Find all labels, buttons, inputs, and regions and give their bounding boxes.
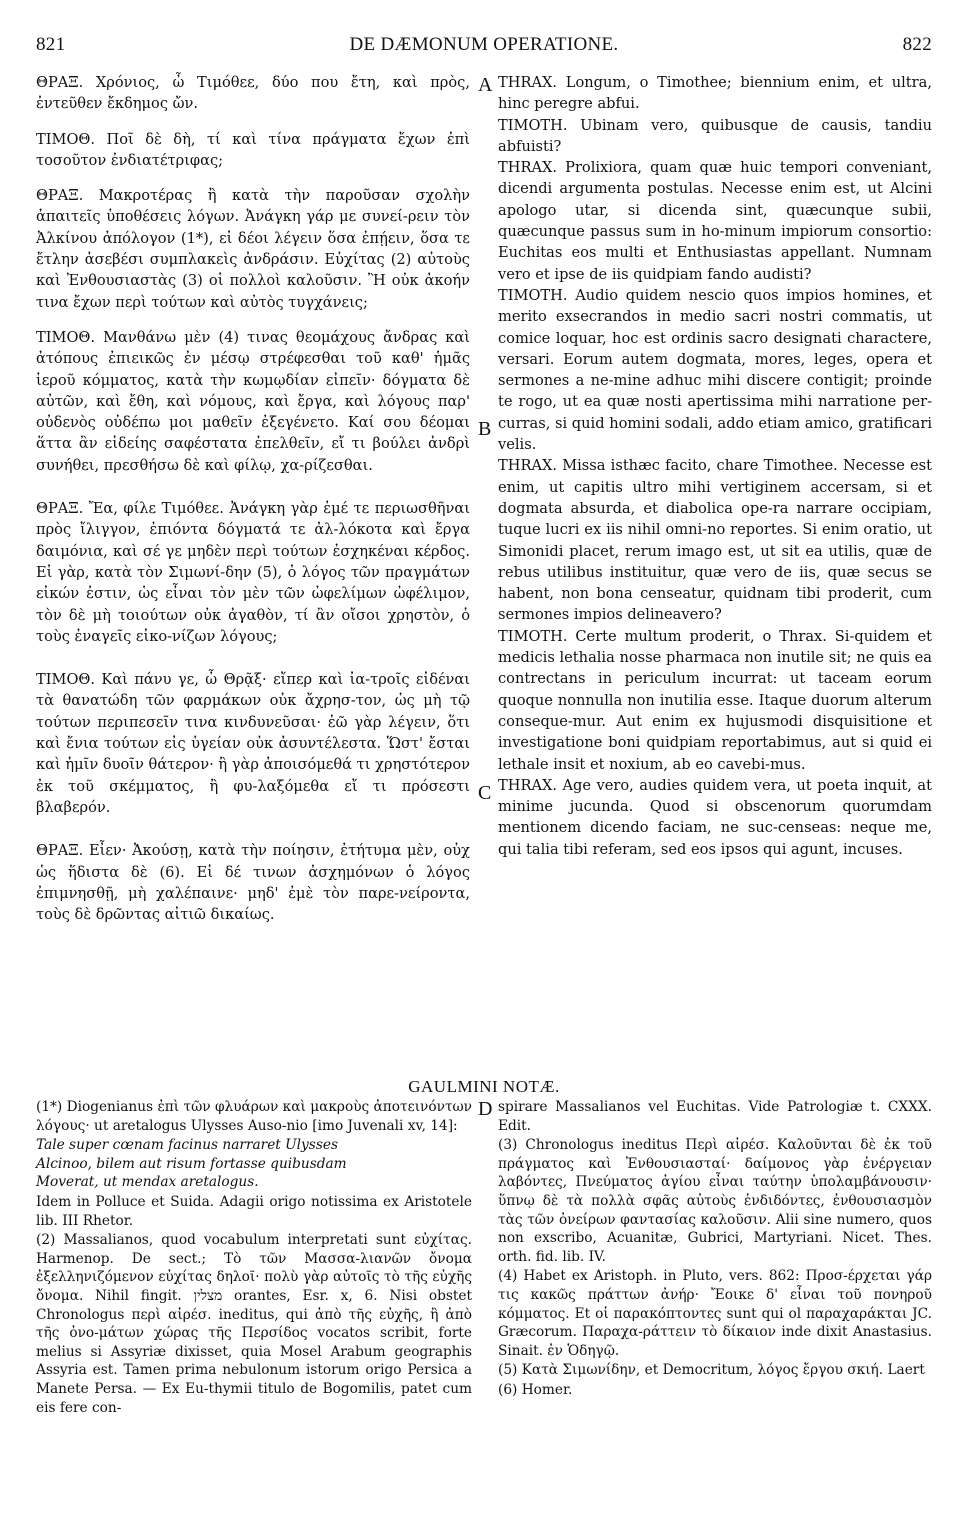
note-paragraph: spirare Massalianos vel Euchitas. Vide Patrologiæ t. CXXX. Edit. bbox=[498, 1099, 932, 1134]
greek-paragraph: ΘΡΑΞ. Μακροτέρας ἢ κατὰ τὴν παροῦσαν σχολὴν ἀπαιτεῖς ὑποθέσεις λόγων. Ἀνάγκη γάρ με συνεί-ρειν τὸν Ἀλκίνου ἀπόλογον (1*), εἰ δέοι λέγειν ὅσα ἐπῄειν, ὅσα τε ἔτλην ἀσεβέσι συμπλακεὶς ἀνδράσιν. Εὐχίτας (2) αὐτοὺς καὶ Ἐνθουσιαστὰς (3) οἱ πολλοὶ καλοῦσιν. Ἢ οὐκ ἀκοήν τινα ἔχων περὶ τούτων καὶ αὐτὸς τυγχάνεις; bbox=[36, 187, 470, 311]
greek-column bbox=[36, 72, 470, 925]
latin-paragraph: TIMOTH. Ubinam vero, quibusque de causis, tandiu abfuisti? bbox=[498, 116, 932, 155]
margin-letter-c: C bbox=[478, 782, 492, 804]
note-paragraph: (5) Κατὰ Σιμωνίδην, et Democritum, λόγος ἔργου σκιή. Laert bbox=[498, 1362, 925, 1379]
greek-paragraph: ΘΡΑΞ. Χρόνιος, ὦ Τιμόθεε, δύο που ἔτη, καὶ πρὸς, ἐντεῦθεν ἔκδημος ὤν. bbox=[36, 74, 470, 113]
notes-right-column bbox=[498, 1098, 932, 1400]
note-paragraph: (6) Homer. bbox=[498, 1381, 573, 1398]
latin-paragraph: THRAX. Age vero, audies quidem vera, ut poeta inquit, at minime jucunda. Quod si obscenorum quorumdam mentionem dicendo faciam, ne suc-censeas: neque me, qui talia tibi referam, sed eos ipsos qui agunt, incuses. bbox=[498, 776, 932, 858]
note-paragraph: (3) Chronologus ineditus Περὶ αἱρέσ. Καλοῦνται δὲ ἐκ τοῦ πράγματος καὶ Ἐνθουσιασταί· δαίμονος γὰρ ἐνέργειαν λαβόντες, Πνεύματος ἁγίου εἶναι ταύτην ὑπολαμβάνουσιν· ὕπνῳ δὲ τὰ πολλὰ σφᾶς αὐτοὺς ἐνδιδόντες, ἐνθουσιασμὸν τὰς τῶν ὀνείρων φαντασίας καλοῦσιν. Alii sine numero, quos non exscribo, Acuanitæ, Gubrici, Martyriani. Nicet. Thes. orth. fid. lib. IV. bbox=[498, 1137, 932, 1265]
margin-letter-b: B bbox=[478, 418, 492, 440]
latin-column bbox=[498, 72, 932, 860]
greek-paragraph: ΘΡΑΞ. Ἔα, φίλε Τιμόθεε. Ἀνάγκη γὰρ ἐμέ τε περιωσθῆναι πρὸς ἴλιγγον, ἐπιόντα δόγματά τε ἀλ-λόκοτα καὶ ἔργα δαιμόνια, καὶ σέ γε μηδὲν περὶ τούτων ἐσχηκέναι κέρδος. Εἰ γὰρ, κατὰ τὸν Σιμωνί-δην (5), ὁ λόγος τῶν πραγμάτων εἰκών ἐστιν, ὡς εἶναι τὸν μὲν τῶν ὠφελίμων ὠφέλιμον, τὸν δὲ μὴ τοιούτων οὐκ ἀγαθὸν, τί ἂν οἴσοι χρηστὸν, ὁ τοὺς ἐναγεῖς εἰκο-νίζων λόγους; bbox=[36, 500, 470, 645]
note-paragraph: Idem in Polluce et Suida. Adagii origo notissima ex Aristotele lib. III Rhetor. bbox=[36, 1193, 472, 1229]
running-title: DE DÆMONUM OPERATIONE. bbox=[349, 34, 619, 55]
note-verse-line: Tale super cœnam facinus narraret Ulysses bbox=[36, 1137, 338, 1154]
notes-heading: GAULMINI NOTÆ. bbox=[408, 1077, 560, 1096]
note-paragraph: (2) Massalianos, quod vocabulum interpretati sunt εὐχίτας. Harmenop. De sect.; Τὸ τῶν Μασσα-λιανῶν ὄνομα ἐξελληνιζόμενον εὐχίτας δηλοῖ· πολὺ γὰρ αὐτοῖς τὸ τῆς εὐχῆς ὄνομα. Nihil fingit. מצלין orantes, Esr. x, 6. Nisi obstet Chronologus περὶ αἱρέσ. ineditus, qui ἀπὸ τῆς εὐχῆς, ἢ ἀπὸ τῆς ὀνο-μάτων χώρας τῆς Περσίδος vocatos scribit, forte melius si Assyriæ dixisset, quia Mosel Arabum geographis Assyria est. Tamen prima nebulonum istorum origo Persica a Manete Persa. — Ex Eu-thymii titulo de Bogomilis, patet cum eis fere con- bbox=[36, 1232, 472, 1416]
note-verse-line: Alcinoo, bilem aut risum fortasse quibusdam bbox=[36, 1155, 347, 1172]
note-verse-line: Moverat, ut mendax aretalogus. bbox=[36, 1174, 259, 1191]
greek-paragraph: ΤΙΜΟΘ. Ποῖ δὲ δὴ, τί καὶ τίνα πράγματα ἔχων ἐπὶ τοσοῦτον ἐνδιατέτριφας; bbox=[36, 130, 470, 169]
latin-paragraph: TIMOTH. Certe multum proderit, o Thrax. Si-quidem et medicis lethalia nosse pharmaca non inutile sit; ne quis ea contrectans in periculum incurrat: ut taceam eorum quoque nonnulla non inutilia esse. Itaque duorum alterum conseque-mur. Aut enim ex hujusmodi disquisitione et investigatione boni quidpiam reportabimus, aut si quid ei lethale insit et noxium, ab eo cavebi-mus. bbox=[498, 627, 932, 773]
running-header bbox=[36, 34, 932, 58]
latin-paragraph: TIMOTH. Audio quidem nescio quos impios homines, et merito exsecrandos in medio sacri nostri commatis, ut comice loquar, hoc est ordinis sacro designati charactere, versari. Eorum autem dogmata, mores, leges, opera et sermones a ne-mine adhuc mihi discere contigit; proinde te rogo, ut ea quæ nosti apertissima mihi narratione per-curras, si quid homini sodali, addo etiam amico, gratificari velis. bbox=[498, 286, 932, 454]
latin-paragraph: THRAX. Missa isthæc facito, chare Timothee. Necesse est enim, ut capitis ultro mihi vertiginem accersam, si et dogmata absurda, et diabolica ope-ra narrare occipiam, tuque lucri ex iis nihil omni-no reportes. Si enim oratio, ut Simonidi placet, rerum imago est, ut sit ea utilis, quæ de rebus utilibus instituitur, quæ vero de iis, quæ secus se habent, non bona censeatur, quidnam tibi proderit, cum sermones impios delineavero? bbox=[498, 457, 932, 624]
note-paragraph: (1*) Diogenianus ἐπὶ τῶν φλυάρων καὶ μακροὺς ἀποτεινόντων λόγους· ut aretalogus Ulysses Auso-nio [imo Juvenali xv, 14]: bbox=[36, 1099, 472, 1134]
note-paragraph: (4) Habet ex Aristoph. in Pluto, vers. 862: Προσ-έρχεται γάρ τις κακῶς πράττων ἀνήρ· Ἔοικε δ' εἶναι τοῦ πονηροῦ κόμματος. Et οἱ παρακόπτοντες sunt qui ol παραχαράκται JC. Græcorum. Παραχα-ράττειν τὸ δίκαιον inde dixit Anastasius. Sinait. ἐν Ὁδηγῷ. bbox=[498, 1268, 932, 1359]
latin-paragraph: THRAX. Prolixiora, quam quæ huic tempori conveniant, dicendi argumenta postulas. Necesse enim est, ut Alcini apologo utar, si dicenda sint, quæcunque subii, quæcunque passus sum in ho-minum impiorum consortio: Euchitas eos multi et Enthusiastas appellant. Numnam vero et ipse de iis quidpiam fando audisti? bbox=[498, 159, 932, 283]
margin-letter-a: A bbox=[478, 74, 493, 96]
latin-paragraph: THRAX. Longum, o Timothee; biennium enim, et ultra, hinc peregre abfui. bbox=[498, 74, 932, 113]
margin-letter-d: D bbox=[478, 1098, 493, 1120]
greek-paragraph: ΘΡΑΞ. Εἶεν· Ἀκούσῃ, κατὰ τὴν ποίησιν, ἐτήτυμα μὲν, οὐχ ὡς ἥδιστα δὲ (6). Εἰ δέ τινων ἀσχημόνων ὁ λόγος ἐπιμνησθῇ, μὴ χαλέπαινε· μηδ' ἐμὲ τὸν παρε-νείροντα, τοὺς δὲ δρῶντας αἰτιῶ δικαίως. bbox=[36, 842, 470, 924]
page-number-right: 822 bbox=[902, 34, 932, 55]
page-number-left: 821 bbox=[36, 34, 66, 55]
greek-paragraph: ΤΙΜΟΘ. Μανθάνω μὲν (4) τινας θεομάχους ἄνδρας καὶ ἀτόπους ἐπιεικῶς ἐν μέσῳ στρέφεσθαι τοῦ καθ' ἡμᾶς ἱεροῦ κόμματος, κατὰ τὴν κωμῳδίαν εἰπεῖν· δόγματα δὲ αὐτῶν, καὶ ἔθη, καὶ νόμους, καὶ ἔργα, καὶ λόγους παρ' οὐδενὸς οὐδέπω μοι μαθεῖν ἐξεγένετο. Καί σου δέομαι ἅττα ἂν εἰδείης σαφέστατα ἐπελθεῖν, εἴ τι βούλει ἀνδρὶ συνήθει, πρεσθήσω δὲ καὶ φίλῳ, χα-ρίζεσθαι. bbox=[36, 328, 470, 474]
notes-left-column bbox=[36, 1098, 472, 1417]
greek-paragraph: ΤΙΜΟΘ. Καὶ πάνυ γε, ὦ Θρᾷξ· εἴπερ καὶ ἰα-τροῖς εἰδέναι τὰ θανατώδη τῶν φαρμάκων οὐκ ἄχρησ-τον, ὡς μὴ τῷ τούτων περιπεσεῖν τινα κινδυνεῦσαι· ἐῶ γὰρ λέγειν, ὅτι καὶ ἔνια τούτων εἰς ὑγείαν οὐκ ἀσυντέλεστα. Ὥστ' ἔσται καὶ ἡμῖν δυοῖν θάτερον· ἢ γὰρ ἀποισόμεθά τι χρηστότερον ἐκ τοῦ σκέμματος, ἢ φυ-λαξόμεθα εἴ τι πρόσεστι βλαβερόν. bbox=[36, 671, 470, 816]
